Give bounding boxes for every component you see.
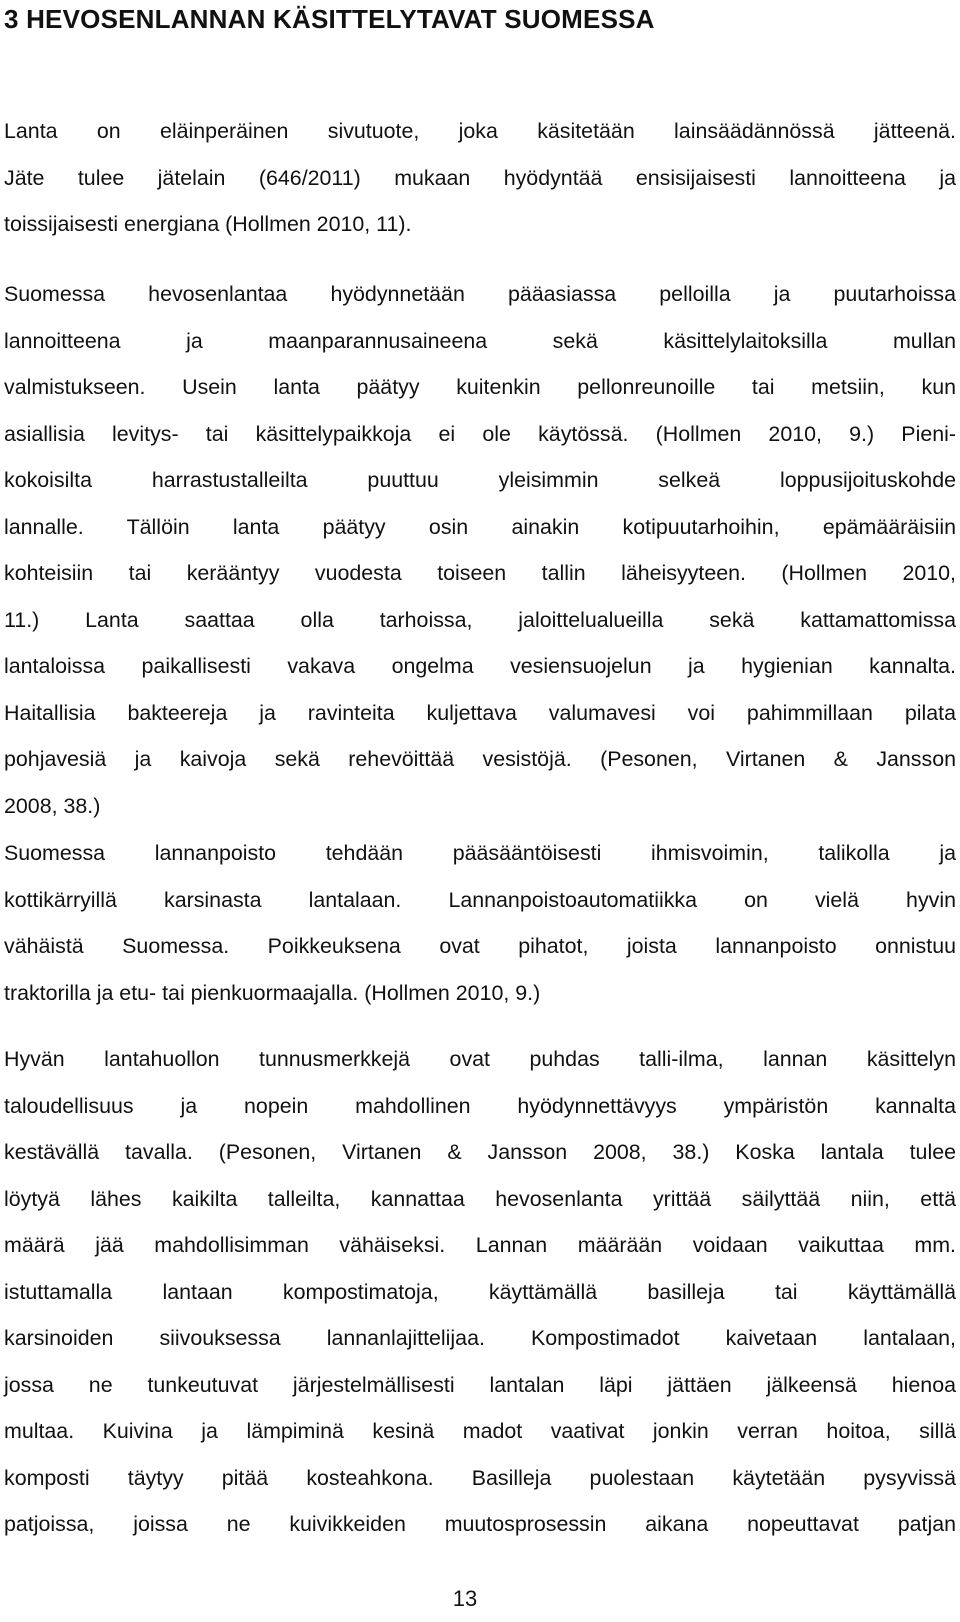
text-line: valmistukseen. Usein lanta päätyy kuitenkin pellonreunoille tai metsiin, kun (4, 375, 956, 399)
text-line: kohteisiin tai kerääntyy vuodesta toiseen tallin läheisyyteen. (Hollmen 2010, (4, 561, 956, 585)
page-number: 13 (452, 1586, 478, 1611)
text-line: 11.) Lanta saattaa olla tarhoissa, jaloittelualueilla sekä kattamattomissa (4, 607, 956, 632)
paragraph-3 (4, 830, 956, 1016)
text-line: traktorilla ja etu- tai pienkuormaajalla. (Hollmen 2010, 9.) (4, 980, 541, 1005)
text-line: 2008, 38.) (4, 793, 101, 818)
text-line: lannalle. Tällöin lanta päätyy osin ainakin kotipuutarhoihin, epämääräisiin (4, 514, 956, 539)
text-line: kokoisilta harrastustalleilta puuttuu yleisimmin selkeä loppusijoituskohde (4, 468, 956, 492)
text-line: kottikärryillä karsinasta lantalaan. Lannanpoistoautomatiikka on vielä hyvin (4, 887, 956, 912)
text-line: määrä jää mahdollisimman vähäiseksi. Lannan määrään voidaan vaikuttaa mm. (4, 1233, 956, 1257)
paragraph-2 (4, 271, 956, 829)
text-line: jossa ne tunkeutuvat järjestelmällisesti lantalan läpi jättäen jälkeensä hienoa (4, 1372, 956, 1397)
text-line: lantaloissa paikallisesti vakava ongelma vesiensuojelun ja hygienian kannalta. (4, 654, 956, 678)
text-line: Lanta on eläinperäinen sivutuote, joka käsitetään lainsäädännössä jätteenä. (4, 119, 956, 143)
text-line: Hyvän lantahuollon tunnusmerkkejä ovat puhdas talli-ilma, lannan käsittelyn (4, 1047, 956, 1071)
section-heading: 3 HEVOSENLANNAN KÄSITTELYTAVAT SUOMESSA (4, 4, 655, 34)
text-line: löytyä lähes kaikilta talleilta, kannattaa hevosenlanta yrittää säilyttää niin, että (4, 1186, 956, 1211)
text-line: toissijaisesti energiana (Hollmen 2010, 11). (4, 212, 412, 236)
text-line: Jäte tulee jätelain (646/2011) mukaan hyödyntää ensisijaisesti lannoitteena ja (4, 165, 956, 190)
text-line: taloudellisuus ja nopein mahdollinen hyödynnettävyys ympäristön kannalta (4, 1093, 956, 1118)
paragraph-1 (4, 108, 956, 248)
text-line: Suomessa hevosenlantaa hyödynnetään pääasiassa pelloilla ja puutarhoissa (4, 282, 956, 306)
text-line: lannoitteena ja maanparannusaineena sekä käsittelylaitoksilla mullan (4, 328, 956, 353)
paragraph-4 (4, 1036, 956, 1548)
text-line: multaa. Kuivina ja lämpiminä kesinä madot vaativat jonkin verran hoitoa, sillä (4, 1419, 956, 1443)
text-line: istuttamalla lantaan kompostimatoja, käyttämällä basilleja tai käyttämällä (4, 1279, 956, 1304)
text-line: Haitallisia bakteereja ja ravinteita kuljettava valumavesi voi pahimmillaan pilata (4, 700, 956, 725)
text-line: asiallisia levitys- tai käsittelypaikkoja ei ole käytössä. (Hollmen 2010, 9.) Pieni- (4, 421, 956, 446)
text-line: komposti täytyy pitää kosteahkona. Basilleja puolestaan käytetään pysyvissä (4, 1465, 956, 1490)
text-line: karsinoiden siivouksessa lannanlajittelijaa. Kompostimadot kaivetaan lantalaan, (4, 1326, 956, 1350)
text-line: kestävällä tavalla. (Pesonen, Virtanen & Jansson 2008, 38.) Koska lantala tulee (4, 1140, 956, 1164)
text-line: pohjavesiä ja kaivoja sekä rehevöittää vesistöjä. (Pesonen, Virtanen & Jansson (4, 747, 956, 771)
text-line: patjoissa, joissa ne kuivikkeiden muutosprosessin aikana nopeuttavat patjan (4, 1512, 956, 1536)
text-line: vähäistä Suomessa. Poikkeuksena ovat pihatot, joista lannanpoisto onnistuu (4, 934, 956, 958)
text-line: Suomessa lannanpoisto tehdään pääsääntöisesti ihmisvoimin, talikolla ja (4, 841, 956, 865)
